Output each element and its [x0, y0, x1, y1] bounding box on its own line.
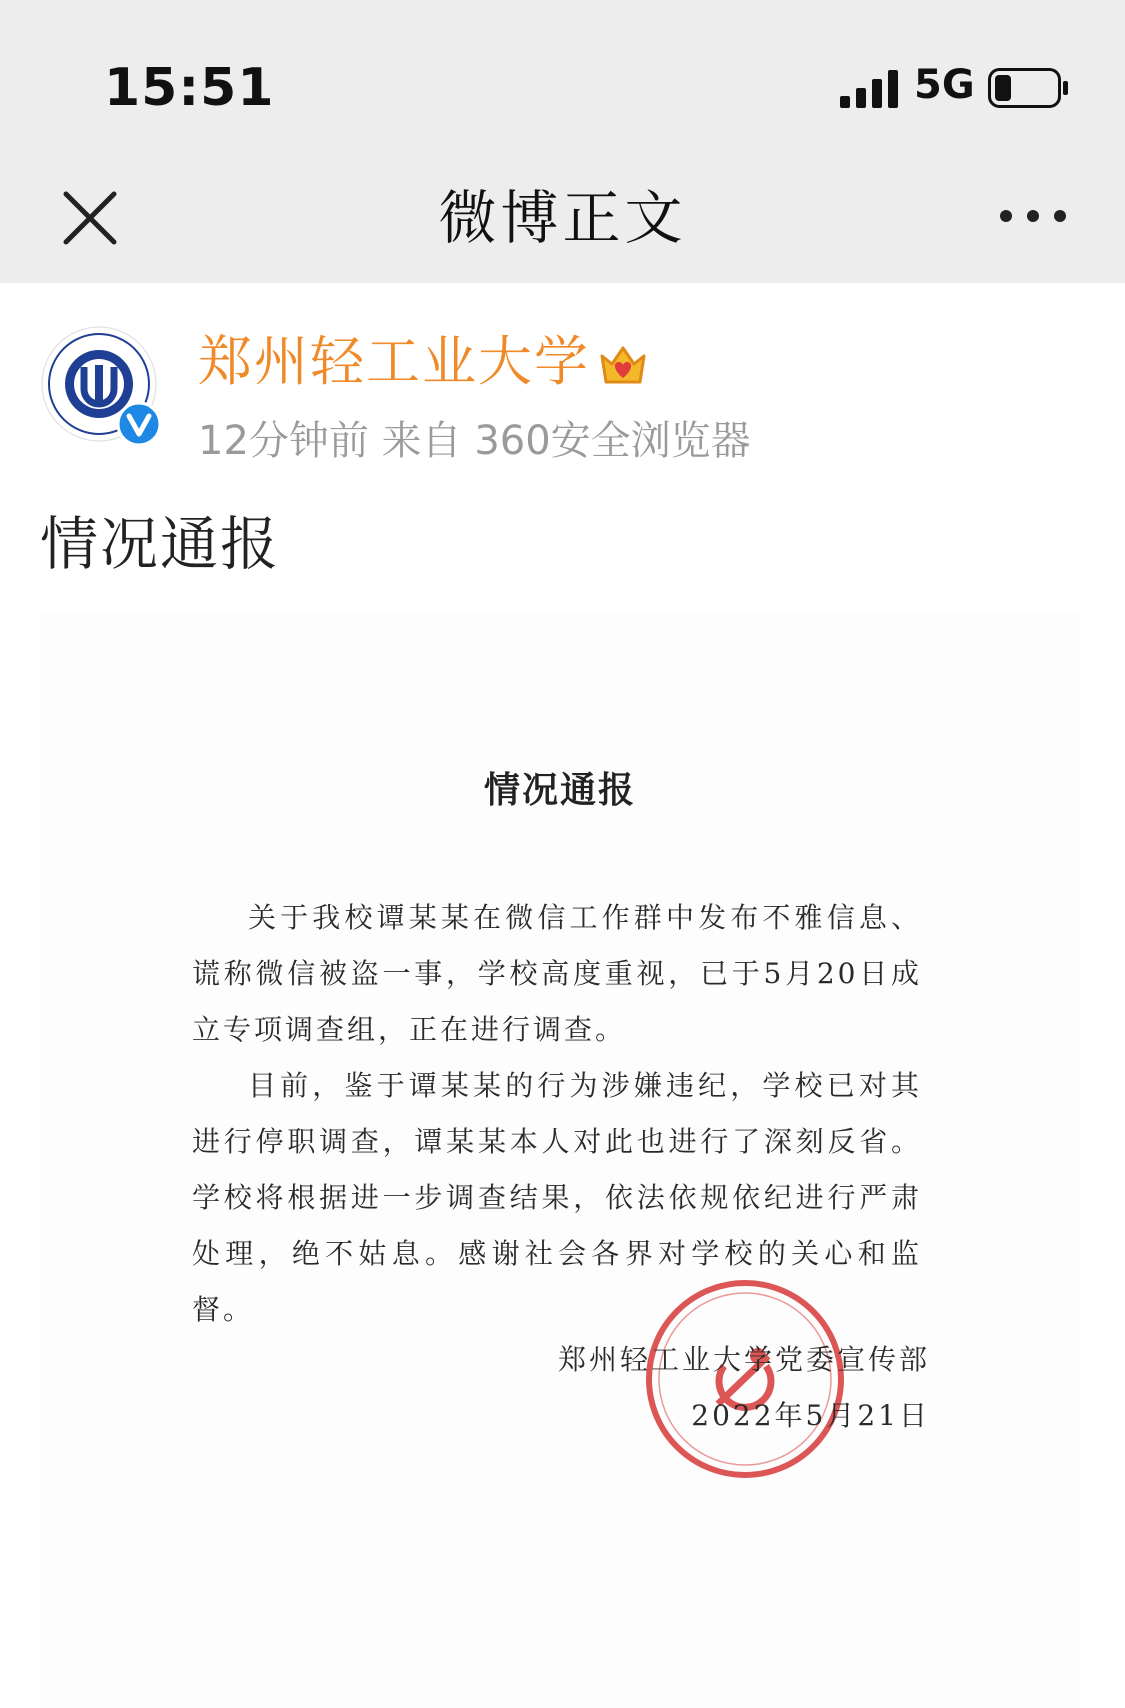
battery-icon: [988, 68, 1070, 108]
author-name-text: 郑州轻工业大学: [198, 330, 590, 393]
post-meta: 12分钟前 来自 360安全浏览器: [198, 418, 751, 464]
status-bar: [0, 0, 1125, 180]
status-time: 15:51: [104, 58, 275, 118]
notice-body: [192, 890, 922, 1338]
post-header: [0, 283, 1125, 483]
notice-signature: 郑州轻工业大学党委宣传部: [557, 1343, 930, 1376]
author-name[interactable]: [198, 329, 650, 395]
notice-paragraph: 目前，鉴于谭某某的行为涉嫌违纪，学校已对其进行停职调查，谭某某本人对此也进行了深刻反省。学校将根据进一步调查结果，依法依规依纪进行严肃处理，绝不姑息。感谢社会各界对学校的关心和监督。: [192, 1069, 922, 1326]
nav-bar: [0, 180, 1125, 283]
signal-icon: [840, 70, 902, 108]
notice-title: 情况通报: [483, 769, 636, 811]
post-text: 情况通报: [40, 510, 281, 578]
notice-date: 2022年5月21日: [691, 1399, 930, 1432]
verified-icon: [116, 401, 162, 447]
notice-paragraph: 关于我校谭某某在微信工作群中发布不雅信息、谎称微信被盗一事，学校高度重视，已于5月20日成立专项调查组，正在进行调查。: [192, 901, 922, 1046]
notice-image[interactable]: [40, 612, 1080, 1708]
page-title: 微博正文: [438, 184, 687, 252]
notice-signature-block: [530, 1332, 930, 1444]
top-bar: [0, 0, 1125, 283]
network-type: 5G: [914, 62, 975, 108]
more-icon[interactable]: [996, 198, 1070, 234]
crown-badge-icon: [596, 338, 650, 392]
